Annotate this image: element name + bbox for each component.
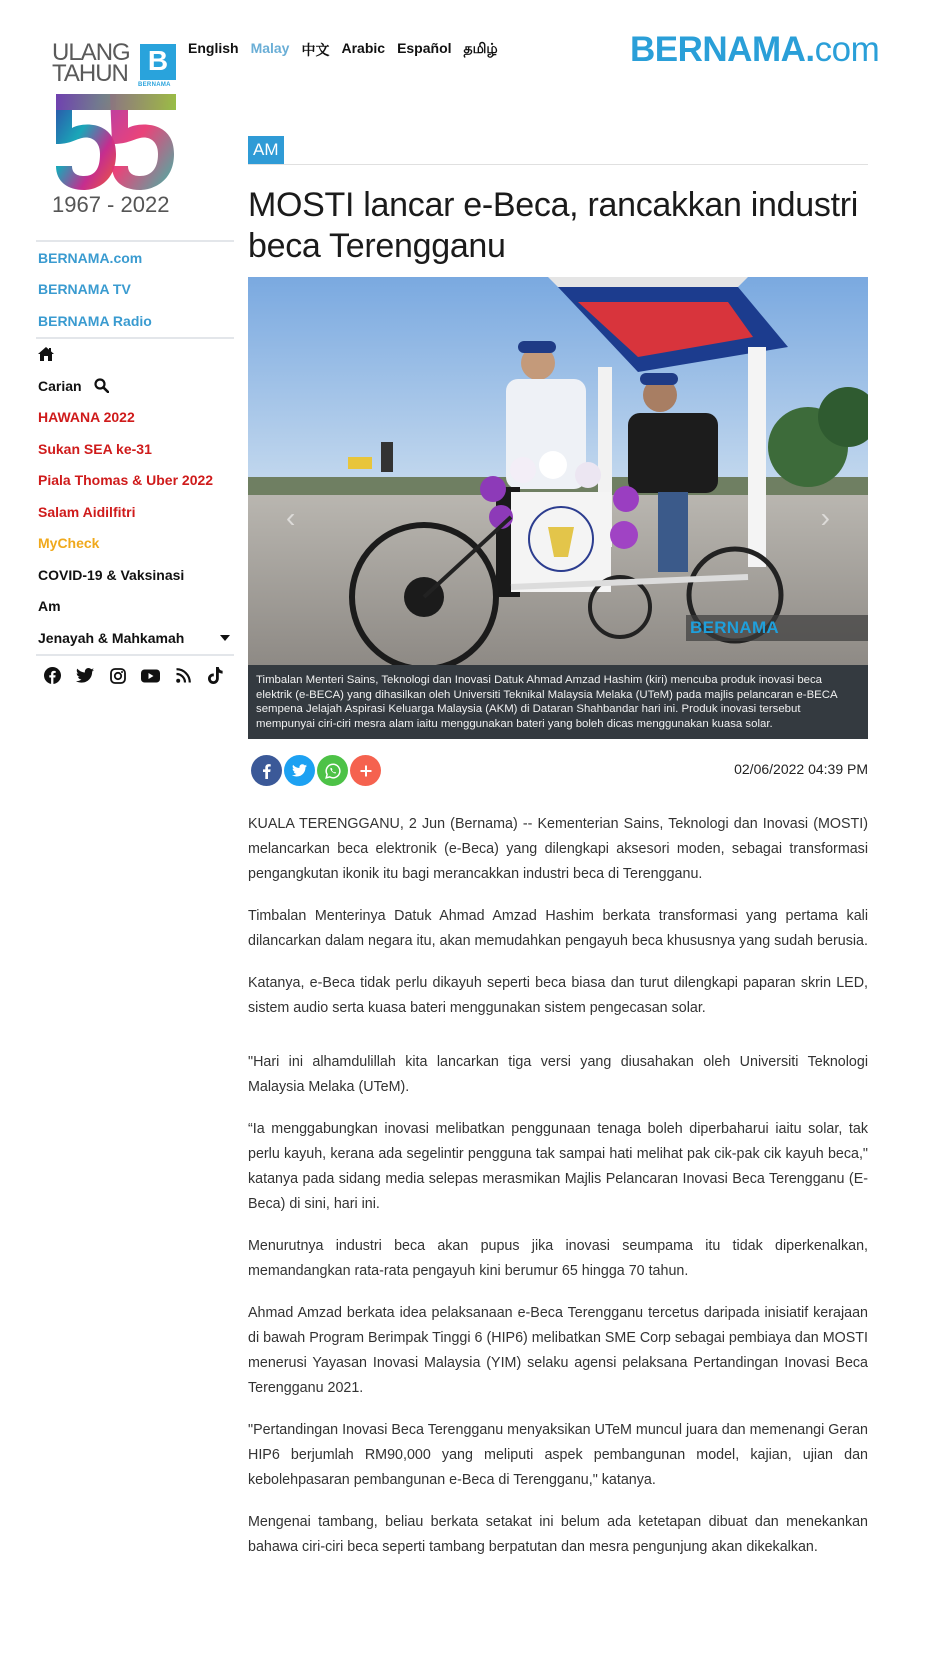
logo-badge-caption: BERNAMA [138, 82, 171, 88]
publish-datetime: 02/06/2022 04:39 PM [734, 760, 868, 777]
article-photo-carousel[interactable] [248, 277, 868, 665]
sidebar-link-bernama-com[interactable]: BERNAMA.com [38, 249, 143, 266]
article-paragraph: Ahmad Amzad berkata idea pelaksanaan e-Beca Terengganu tercetus daripada inisiatif kerajaan di bawah Program Berimpak Tinggi 6 (HIP6) melibatkan SME Corp sebagai pembiaya dan MOSTI menerusi Yayasan Inovasi Malaysia (YIM) selaku agensi pelaksana Pertandingan Inovasi Beca Terengganu 2021. [248, 1305, 868, 1397]
article-main [248, 136, 868, 1577]
anniversary-55-graphic [52, 90, 178, 192]
sidebar-item-salam-aidilfitri[interactable]: Salam Aidilfitri [38, 503, 136, 520]
home-icon [38, 347, 54, 361]
lang-tamil[interactable]: தமிழ் [463, 40, 498, 56]
article-paragraph: Timbalan Menterinya Datuk Ahmad Amzad Hashim berkata transformasi yang pertama kali dilancarkan dalam negara itu, akan memudahkan pengayuh beca khususnya yang sudah berusia. [248, 908, 868, 950]
article-paragraph: "Hari ini alhamdulillah kita lancarkan tiga versi yang diusahakan oleh Universiti Teknologi Malaysia Melaka (UTeM). [248, 1054, 868, 1096]
sidebar-item-search[interactable]: Carian [36, 370, 234, 402]
share-facebook-button[interactable] [251, 755, 282, 786]
photo-watermark: BERNAMA [686, 615, 868, 641]
language-switcher [188, 40, 498, 60]
rss-icon[interactable] [173, 666, 193, 686]
sidebar-item-am[interactable]: Am [38, 598, 61, 615]
tiktok-icon[interactable] [206, 666, 226, 686]
instagram-icon[interactable] [108, 666, 128, 686]
sidebar-link-bernama-radio[interactable]: BERNAMA Radio [38, 312, 152, 329]
twitter-icon [292, 764, 307, 777]
facebook-icon [262, 763, 271, 779]
category-badge[interactable]: AM [248, 136, 284, 164]
lang-malay[interactable]: Malay [250, 40, 290, 56]
photo-caption: Timbalan Menteri Sains, Teknologi dan Inovasi Datuk Ahmad Amzad Hashim (kiri) mencuba produk inovasi beca elektrik (e-BECA) yang dihasilkan oleh Universiti Teknikal Malaysia Melaka (UTeM) pada majlis pelancaran e-BECA sempena Jelajah Aspirasi Keluarga Malaysia (AKM) di Dataran Shahbandar hari ini. Produk inovasi tersebut mempunyai ciri-ciri mesra alam iaitu menggunakan bateri yang boleh dicas menggunakan kuasa solar. [248, 665, 868, 739]
article-paragraph: Katanya, e-Beca tidak perlu dikayuh seperti beca biasa dan turut dilengkapi paparan skrin LED, sistem audio serta kuasa bateri menggunakan sistem pengecasan solar. [248, 975, 868, 1017]
article-paragraph: “Ia menggabungkan inovasi melibatkan penggunaan tenaga boleh diperbaharui iaitu solar, tak perlu kayuh, kerana ada segelintir pengguna tak sampai hati melihat pak cik-pak cik kayuh beca," katanya pada sidang media selepas merasmikan Majlis Pelancaran Inovasi Beca Terengganu (E-Beca) di sini, hari ini. [248, 1121, 868, 1213]
facebook-icon[interactable] [42, 666, 62, 686]
lang-arabic[interactable]: Arabic [341, 40, 386, 56]
search-icon [94, 378, 109, 393]
bernama-brand-logo[interactable]: BERNAMA.com [630, 30, 880, 69]
article-paragraph: Mengenai tambang, beliau berkata setakat ini belum ada ketetapan dibuat dan menekankan bahawa ciri-ciri beca seperti tambang berpatutan dan mesra pengunjung akan dikekalkan. [248, 1514, 868, 1556]
sidebar-link-bernama-tv[interactable]: BERNAMA TV [38, 281, 131, 298]
anniversary-years: 1967 - 2022 [52, 192, 170, 217]
share-more-button[interactable] [350, 755, 381, 786]
article-paragraph: KUALA TERENGGANU, 2 Jun (Bernama) -- Kementerian Sains, Teknologi dan Inovasi (MOSTI) melancarkan beca elektronik (e-Beca) yang dilengkapi aksesori moden, sebagai transformasi pengangkutan ikonik itu bagi merancakkan industri beca di Terengganu. [248, 816, 868, 883]
lang-english[interactable]: English [188, 40, 239, 56]
share-buttons [248, 755, 381, 786]
share-row [248, 755, 868, 786]
lang-chinese[interactable]: 中文 [301, 42, 330, 58]
sidebar-nav [36, 240, 234, 686]
plus-icon [360, 765, 372, 777]
sidebar-item-home[interactable] [36, 339, 234, 371]
carousel-prev-icon[interactable]: ‹ [286, 502, 296, 533]
twitter-icon[interactable] [75, 666, 95, 686]
chevron-down-icon[interactable] [220, 635, 230, 641]
sidebar-item-jenayah-mahkamah[interactable]: Jenayah & Mahkamah [36, 622, 234, 654]
sidebar-item-covid[interactable]: COVID-19 & Vaksinasi [38, 566, 185, 583]
article-title: MOSTI lancar e-Beca, rancakkan industri beca Terengganu [248, 186, 858, 265]
lang-espanol[interactable]: Español [397, 40, 452, 56]
sidebar-item-mycheck[interactable]: MyCheck [38, 535, 100, 552]
sidebar-item-sukan-sea[interactable]: Sukan SEA ke-31 [38, 440, 152, 457]
youtube-icon[interactable] [140, 666, 160, 686]
logo-text: ULANG TAHUN [52, 39, 130, 87]
article-paragraph: "Pertandingan Inovasi Beca Terengganu menyaksikan UTeM muncul juara dan memenangi Geran HIP6 berjumlah RM90,000 yang meliputi aspek pembangunan model, kajian, ujian dan kebolehpasaran pembangunan e-Beca di Terengganu," katanya. [248, 1422, 868, 1489]
article-body [248, 812, 868, 1560]
bernama-b-icon: B [140, 44, 176, 80]
share-whatsapp-button[interactable] [317, 755, 348, 786]
article-paragraph: Menurutnya industri beca akan pupus jika inovasi seumpama itu tidak diperkenalkan, memandangkan rata-rata pengayuh kini berumur 65 hingga 70 tahun. [248, 1238, 868, 1280]
share-twitter-button[interactable] [284, 755, 315, 786]
sidebar-item-hawana[interactable]: HAWANA 2022 [38, 409, 135, 426]
whatsapp-icon [325, 763, 341, 779]
divider [248, 164, 868, 165]
anniversary-logo[interactable] [52, 39, 180, 217]
social-links [36, 656, 234, 686]
carousel-next-icon[interactable]: › [820, 502, 830, 533]
rickshaw-photo [248, 277, 868, 665]
sidebar-item-piala-thomas-uber[interactable]: Piala Thomas & Uber 2022 [38, 472, 214, 489]
